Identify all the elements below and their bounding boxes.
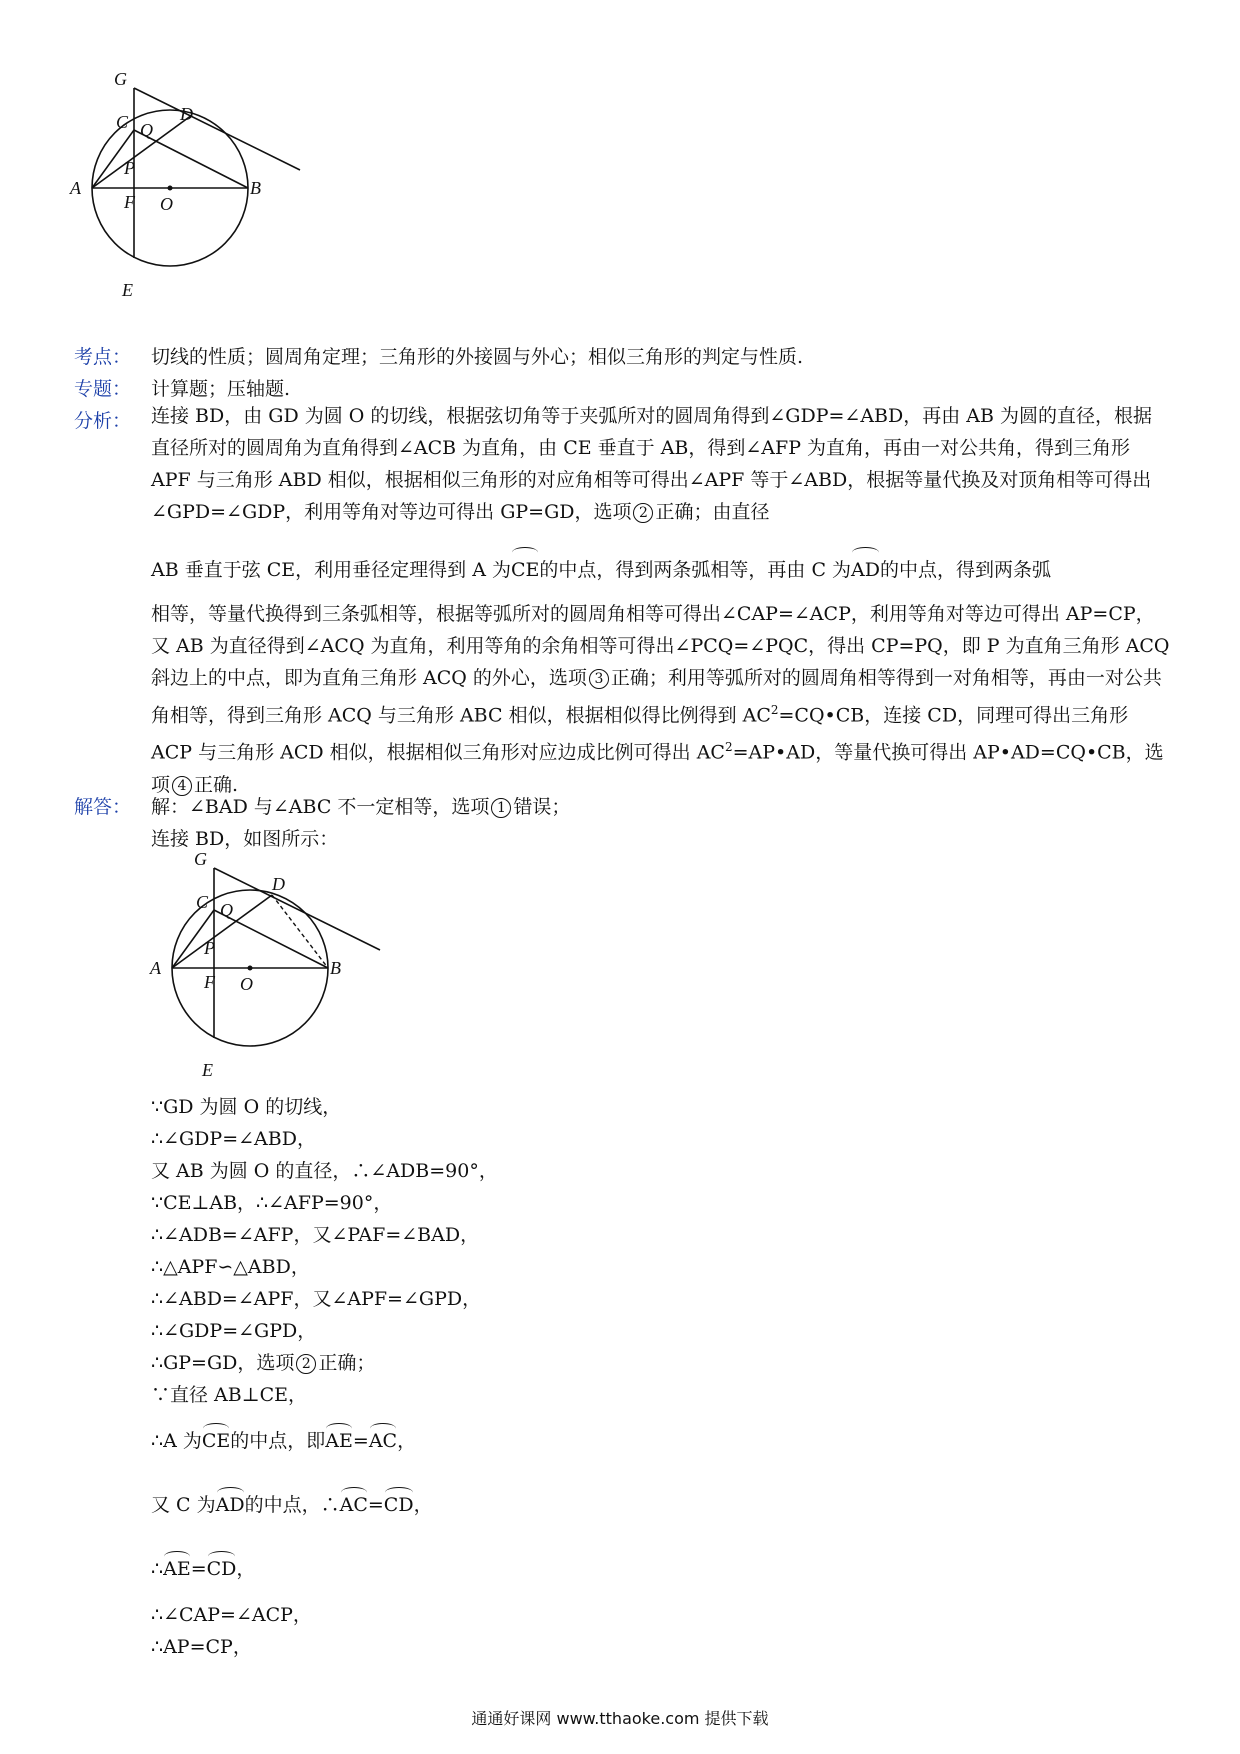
fenxi-p1-end: 正确；由直径 [655, 501, 770, 523]
arc-ad: AD [216, 1490, 245, 1516]
step-3: 又 AB 为圆 O 的直径，∴∠ADB=90°， [151, 1160, 498, 1182]
circled-number: 2 [633, 503, 653, 523]
equals: = [352, 1430, 369, 1452]
step-9 [151, 1348, 375, 1375]
step-11 [151, 1426, 416, 1453]
label-p: P [204, 938, 215, 958]
fenxi-p3-a: 相等，等量代换得到三条弧相等，根据等弧所对的圆周角相等可得出∠CAP=∠ACP，利用等角对等边可得出 AP=CP，又 AB 为直径得到∠ACQ 为直角，利用等角的余角相等可得出∠PCQ=∠PQC，得出 CP=PQ，即 P 为直角三角形 ACQ 斜边上的中点，即为直角三角形 ACQ 的外心，选项 [151, 603, 1170, 689]
label-g: G [114, 70, 127, 89]
arc-ac: AC [340, 1490, 368, 1516]
fenxi-p3-d: =AP•AD，等量代换可得出 AP•AD=CQ•CB，选项 [151, 741, 1164, 796]
circled-number: 4 [172, 776, 192, 796]
step-15: ∴AP=CP， [151, 1636, 252, 1658]
arc-ae: AE [325, 1426, 353, 1452]
jieda-label: 解答： [74, 796, 132, 818]
label-f: F [124, 192, 135, 212]
page-footer: 通通好课网 www.tthaoke.com 提供下载 [471, 1709, 769, 1728]
step-12-c: ， [413, 1494, 433, 1516]
label-d: D [180, 104, 193, 124]
fenxi-p3-e: 正确. [194, 773, 239, 796]
zhuanti-text: 计算题；压轴题. [151, 378, 291, 400]
step-8: ∴∠GDP=∠GPD， [151, 1320, 317, 1342]
step-9-b: 正确； [318, 1352, 376, 1374]
step-12 [151, 1490, 433, 1517]
step-4: ∵CE⊥AB，∴∠AFP=90°， [151, 1192, 393, 1214]
step-1: ∵GD 为圆 O 的切线， [151, 1096, 342, 1118]
step-5: ∴∠ADB=∠AFP，又∠PAF=∠BAD， [151, 1224, 480, 1246]
arc-ce: CE [202, 1426, 230, 1452]
jieda-line-2: 连接 BD，如图所示： [151, 828, 339, 850]
jieda-line-1 [151, 792, 570, 819]
step-11-c: ， [397, 1430, 417, 1452]
label-o: O [240, 974, 253, 994]
arc-cd: CD [207, 1554, 237, 1580]
label-a: A [70, 178, 81, 198]
step-13-a: ∴ [151, 1558, 164, 1580]
geometry-figure-2 [140, 850, 400, 1094]
step-2: ∴∠GDP=∠ABD， [151, 1128, 316, 1150]
superscript: 2 [770, 703, 779, 717]
fenxi-label: 分析： [74, 410, 132, 432]
equals: = [367, 1494, 384, 1516]
label-q: Q [140, 120, 153, 140]
fenxi-p3-b: 正确；利用等弧所对的圆周角相等得到一对角相等，再由一对公共角相等，得到三角形 ACQ 与三角形 ABC 相似，根据相似得比例得到 AC [151, 667, 1162, 727]
step-10: ∵直径 AB⊥CE， [151, 1384, 307, 1406]
label-g: G [194, 850, 207, 869]
equals: = [190, 1558, 207, 1580]
label-b: B [250, 178, 261, 198]
circle-diagram-1 [60, 70, 320, 310]
fenxi-p2-b: 的中点，得到两条弧相等，再由 C 为 [539, 559, 852, 581]
label-o: O [160, 194, 173, 214]
kaodian-label: 考点： [74, 346, 132, 368]
step-12-b: 的中点，∴ [244, 1494, 340, 1516]
fenxi-paragraph-3 [151, 598, 1171, 801]
label-b: B [330, 958, 341, 978]
circled-number: 1 [491, 798, 511, 818]
fenxi-p2-a: AB 垂直于弦 CE，利用垂径定理得到 A 为 [151, 559, 511, 581]
arc-cd: CD [384, 1490, 414, 1516]
step-11-a: ∴A 为 [151, 1430, 202, 1452]
label-q: Q [220, 900, 233, 920]
fenxi-paragraph-1 [151, 400, 1171, 528]
step-12-a: 又 C 为 [151, 1494, 216, 1516]
step-13 [151, 1554, 255, 1581]
label-d: D [272, 874, 285, 894]
step-13-c: ， [236, 1558, 256, 1580]
fenxi-p1: 连接 BD，由 GD 为圆 O 的切线，根据弦切角等于夹弧所对的圆周角得到∠GDP=∠ABD，再由 AB 为圆的直径，根据直径所对的圆周角为直角得到∠ACB 为直角，由 CE 垂直于 AB，得到∠AFP 为直角，再由一对公共角，得到三角形 APF 与三角形 ABD 相似，根据相似三角形的对应角相等可得出∠APF 等于∠ABD，根据等量代换及对顶角相等可得出∠GPD=∠GDP，利用等角对等边可得出 GP=GD，选项 [151, 405, 1153, 523]
fenxi-paragraph-2 [151, 550, 1171, 586]
label-p: P [124, 158, 135, 178]
circle-diagram-2 [140, 850, 400, 1090]
label-a: A [150, 958, 161, 978]
arc-ce: CE [511, 550, 539, 586]
label-c: C [116, 112, 129, 132]
step-14: ∴∠CAP=∠ACP， [151, 1604, 312, 1626]
jieda-l1-a: 解：∠BAD 与∠ABC 不一定相等，选项 [151, 796, 490, 818]
arc-ac: AC [369, 1426, 397, 1452]
label-e: E [202, 1060, 213, 1080]
step-11-b: 的中点，即 [230, 1430, 326, 1452]
step-9-a: ∴GP=GD，选项 [151, 1352, 295, 1374]
fenxi-p2-c: 的中点，得到两条弧 [880, 559, 1052, 581]
label-f: F [204, 972, 215, 992]
geometry-figure-1 [60, 70, 320, 314]
kaodian-text: 切线的性质；圆周角定理；三角形的外接圆与外心；相似三角形的判定与性质. [151, 346, 804, 368]
zhuanti-label: 专题： [74, 378, 132, 400]
fenxi-p3-c: =CQ•CB，连接 CD，同理可得出三角形 ACP 与三角形 ACD 相似，根据相似三角形对应边成比例可得出 AC [151, 704, 1129, 764]
label-c: C [196, 892, 209, 912]
circled-number: 2 [296, 1354, 316, 1374]
arc-ad: AD [851, 550, 880, 586]
step-6: ∴△APF∽△ABD， [151, 1256, 310, 1278]
jieda-l1-b: 错误； [513, 796, 571, 818]
arc-ae: AE [163, 1554, 191, 1580]
superscript: 2 [724, 740, 733, 755]
step-7: ∴∠ABD=∠APF，又∠APF=∠GPD， [151, 1288, 482, 1310]
circled-number: 3 [589, 669, 609, 689]
label-e: E [122, 280, 133, 300]
